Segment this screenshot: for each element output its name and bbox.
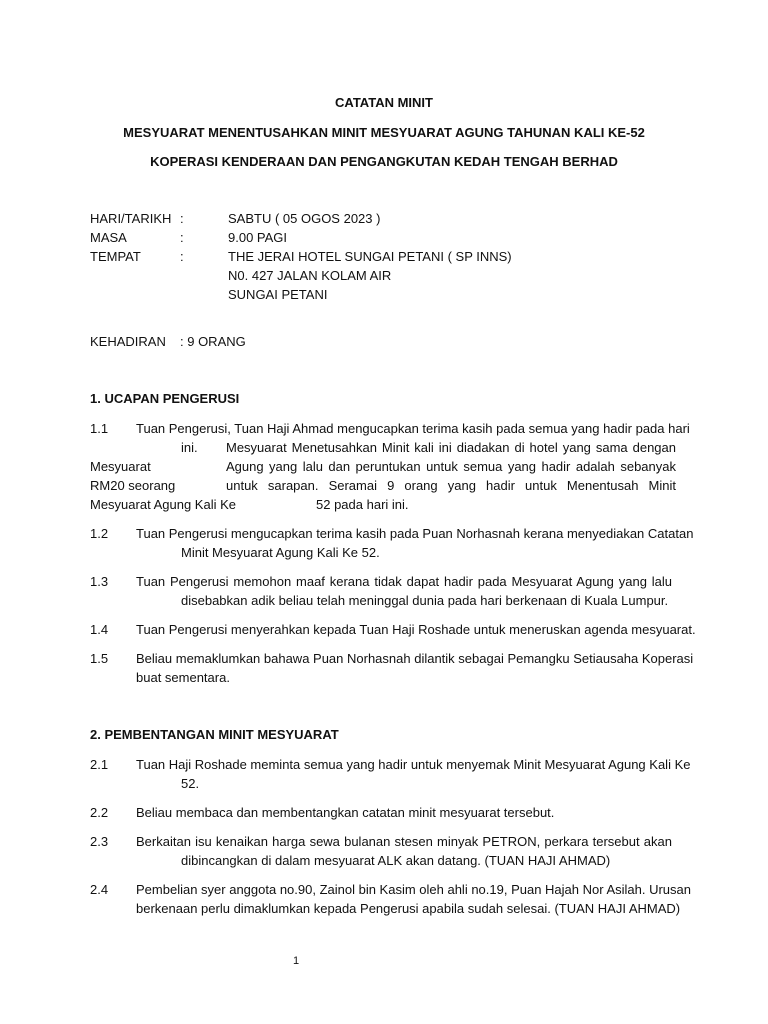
- document-title: CATATAN MINIT: [335, 95, 433, 110]
- item-2-2-number: 2.2: [90, 805, 109, 820]
- page-number: 1: [293, 955, 300, 967]
- attendance-label: KEHADIRAN: [90, 334, 166, 349]
- item-2-1-line-2: 52.: [181, 776, 200, 791]
- item-2-4-line-2: berkenaan perlu dimaklumkan kepada Pengerusi apabila sudah selesai. (TUAN HAJI AHMAD): [136, 901, 681, 916]
- item-1-4-line-1: Tuan Pengerusi menyerahkan kepada Tuan Haji Roshade untuk meneruskan agenda mesyuarat.: [136, 622, 696, 637]
- time-value: 9.00 PAGI: [228, 230, 288, 245]
- date-value: SABTU ( 05 OGOS 2023 ): [228, 211, 381, 226]
- item-1-2-line-2: Minit Mesyuarat Agung Kali Ke 52.: [181, 545, 380, 560]
- time-separator: :: [180, 230, 184, 245]
- item-1-1-line-9: 52 pada hari ini.: [316, 497, 409, 512]
- item-1-1-line-3: Mesyuarat Menetusahkan Minit kali ini diadakan di hotel yang sama dengan: [226, 440, 676, 455]
- item-1-1-line-4: Mesyuarat: [90, 459, 151, 474]
- section-2-heading: 2. PEMBENTANGAN MINIT MESYUARAT: [90, 727, 339, 742]
- item-1-5-number: 1.5: [90, 651, 109, 666]
- venue-line-2: N0. 427 JALAN KOLAM AIR: [228, 268, 392, 283]
- item-1-4-number: 1.4: [90, 622, 109, 637]
- attendance-value: : 9 ORANG: [180, 334, 246, 349]
- item-1-3-number: 1.3: [90, 574, 109, 589]
- item-1-1-line-7: untuk sarapan. Seramai 9 orang yang hadir untuk Menentusah Minit: [226, 478, 676, 493]
- item-1-2-number: 1.2: [90, 526, 109, 541]
- venue-line-3: SUNGAI PETANI: [228, 287, 328, 302]
- venue-label: TEMPAT: [90, 249, 141, 264]
- item-1-1-line-2: ini.: [181, 440, 198, 455]
- item-1-5-line-1: Beliau memaklumkan bahawa Puan Norhasnah dilantik sebagai Pemangku Setiausaha Koperasi: [136, 651, 694, 666]
- item-2-3-line-1: Berkaitan isu kenaikan harga sewa bulanan stesen minyak PETRON, perkara tersebut akan: [136, 834, 672, 849]
- item-1-1-line-1: Tuan Pengerusi, Tuan Haji Ahmad mengucapkan terima kasih pada semua yang hadir pada hari: [136, 421, 690, 436]
- meeting-title: MESYUARAT MENENTUSAHKAN MINIT MESYUARAT AGUNG TAHUNAN KALI KE-52: [123, 125, 645, 140]
- venue-separator: :: [180, 249, 184, 264]
- item-2-2-line-1: Beliau membaca dan membentangkan catatan minit mesyuarat tersebut.: [136, 805, 555, 820]
- time-label: MASA: [90, 230, 127, 245]
- item-1-1-line-8: Mesyuarat Agung Kali Ke: [90, 497, 236, 512]
- item-1-1-number: 1.1: [90, 421, 109, 436]
- item-1-1-line-6: RM20 seorang: [90, 478, 176, 493]
- item-2-4-number: 2.4: [90, 882, 109, 897]
- item-2-1-number: 2.1: [90, 757, 109, 772]
- date-separator: :: [180, 211, 184, 226]
- item-1-5-line-2: buat sementara.: [136, 670, 230, 685]
- item-1-2-line-1: Tuan Pengerusi mengucapkan terima kasih pada Puan Norhasnah kerana menyediakan Catatan: [136, 526, 694, 541]
- organisation-name: KOPERASI KENDERAAN DAN PENGANGKUTAN KEDAH TENGAH BERHAD: [150, 154, 618, 169]
- item-2-3-line-2: dibincangkan di dalam mesyuarat ALK akan datang. (TUAN HAJI AHMAD): [181, 853, 611, 868]
- item-1-3-line-1: Tuan Pengerusi memohon maaf kerana tidak dapat hadir pada Mesyuarat Agung yang lalu: [136, 574, 672, 589]
- item-2-3-number: 2.3: [90, 834, 109, 849]
- item-1-1-line-5: Agung yang lalu dan peruntukan untuk semua yang hadir adalah sebanyak: [226, 459, 676, 474]
- venue-line-1: THE JERAI HOTEL SUNGAI PETANI ( SP INNS): [228, 249, 512, 264]
- section-1-heading: 1. UCAPAN PENGERUSI: [90, 391, 240, 406]
- item-2-1-line-1: Tuan Haji Roshade meminta semua yang hadir untuk menyemak Minit Mesyuarat Agung Kali Ke: [136, 757, 691, 772]
- item-2-4-line-1: Pembelian syer anggota no.90, Zainol bin Kasim oleh ahli no.19, Puan Hajah Nor Asilah. Urusan: [136, 882, 692, 897]
- date-label: HARI/TARIKH: [90, 211, 172, 226]
- item-1-3-line-2: disebabkan adik beliau telah meninggal dunia pada hari berkenaan di Kuala Lumpur.: [181, 593, 669, 608]
